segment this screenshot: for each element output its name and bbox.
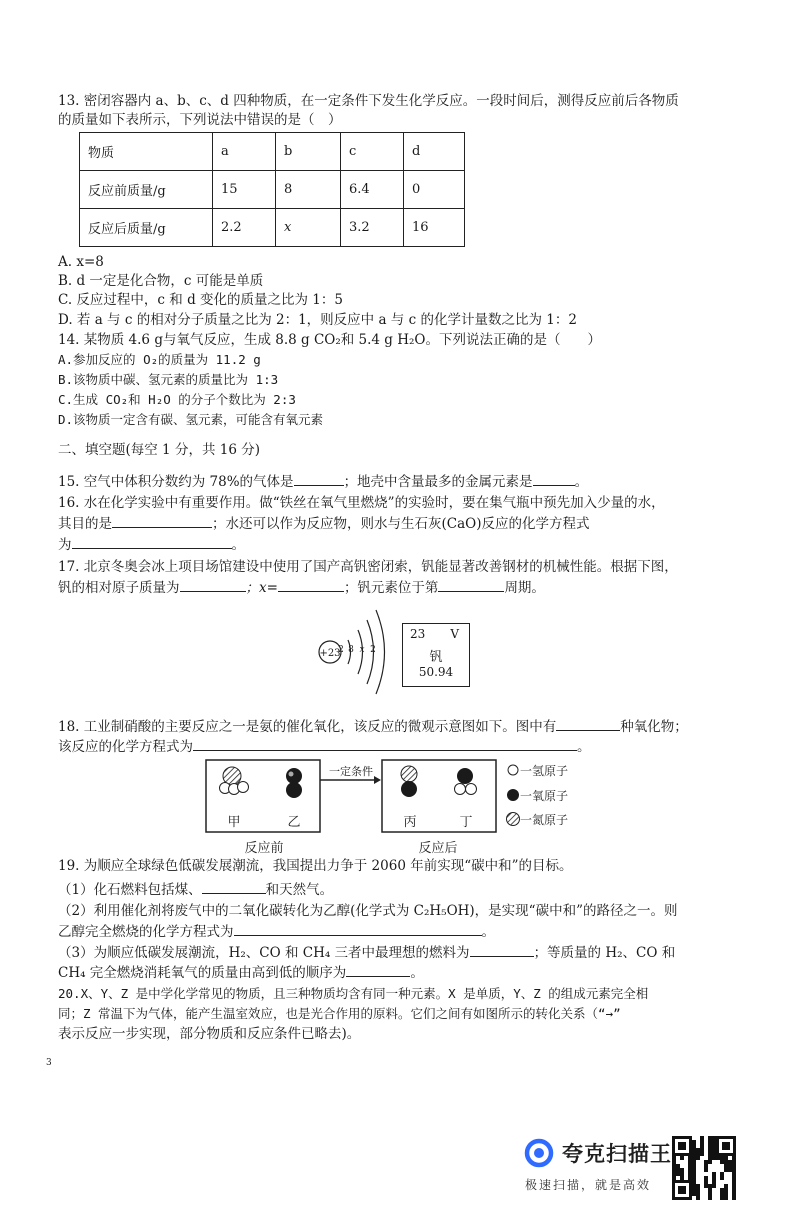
table-cell: d <box>404 133 465 171</box>
q19-text-a: （1）化石燃料包括煤、 <box>58 882 202 898</box>
table-cell: 8 <box>276 171 341 209</box>
q19-text-d: 。 <box>481 924 495 940</box>
answer-blank[interactable] <box>278 578 344 592</box>
q15-text-a: 15. 空气中体积分数约为 78%的气体是 <box>58 474 294 490</box>
answer-blank[interactable] <box>470 943 534 957</box>
atom-nucleus-label: +23 <box>319 648 341 659</box>
q19-text-g: CH₄ 完全燃烧消耗氧气的质量由高到低的顺序为 <box>58 965 347 981</box>
q20-line1: 20.X、Y、Z 是中学化学常见的物质，且三种物质均含有同一种元素。X 是单质，Y、Z 的组成元素完全相 <box>58 986 649 1001</box>
q18-line1 <box>58 717 688 736</box>
q19-text-f: ；等质量的 H₂、CO 和 <box>533 945 676 961</box>
table-cell: a <box>213 133 276 171</box>
q18-text-a: 18. 工业制硝酸的主要反应之一是氨的催化氧化，该反应的微观示意图如下。图中有 <box>58 719 557 735</box>
species-label: 乙 <box>287 815 301 830</box>
element-atomic-mass: 50.94 <box>418 665 454 679</box>
species-label: 甲 <box>227 815 241 830</box>
table-cell: 16 <box>404 209 465 247</box>
reaction-condition: 一定条件 <box>329 765 373 778</box>
table-cell: 反应后质量/g <box>80 209 213 247</box>
q13-option-a: A. x=8 <box>58 254 104 270</box>
q15-text-b: ；地壳中含量最多的金属元素是 <box>343 474 533 490</box>
q14-option-b: B.该物质中碳、氢元素的质量比为 1:3 <box>58 372 279 387</box>
q19-line6 <box>58 963 424 982</box>
q19-line2 <box>58 880 333 899</box>
quark-scanner-logo-icon <box>524 1138 554 1168</box>
answer-blank[interactable] <box>72 535 232 549</box>
reaction-microscopic-diagram <box>200 756 590 856</box>
legend-label: 一氧原子 <box>520 789 569 803</box>
table-cell: x <box>276 209 341 247</box>
shell-electron-count: x <box>359 645 365 655</box>
q17-line2 <box>58 578 545 597</box>
table-cell: c <box>341 133 404 171</box>
answer-blank[interactable] <box>202 880 266 894</box>
table-cell: 6.4 <box>341 171 404 209</box>
nitrogen-atom-icon <box>507 813 520 826</box>
q14-option-a: A.参加反应的 O₂的质量为 11.2 g <box>58 352 261 367</box>
answer-blank[interactable] <box>234 922 482 936</box>
answer-blank[interactable] <box>533 472 575 486</box>
shell-electron-count: 2 <box>338 645 344 655</box>
q20-line2: 同；Z 常温下为气体，能产生温室效应，也是光合作用的原料。它们之间有如图所示的转化关系（“→” <box>58 1006 621 1021</box>
legend-label: 一氢原子 <box>520 764 569 778</box>
page-number: 3 <box>46 1058 52 1068</box>
answer-blank[interactable] <box>438 578 504 592</box>
answer-blank[interactable] <box>346 963 410 977</box>
q17-text-d: 周期。 <box>504 580 545 596</box>
q18-line2 <box>58 737 591 756</box>
qr-code-icon[interactable] <box>672 1136 736 1200</box>
q16-text-c: 为 <box>58 537 72 553</box>
q18-text-d: 。 <box>577 739 591 755</box>
q13-option-d: D. 若 a 与 c 的相对分子质量之比为 2：1，则反应中 a 与 c 的化学计量数之比为 1：2 <box>58 312 577 328</box>
answer-blank[interactable] <box>112 514 212 528</box>
q15-line <box>58 472 588 491</box>
q19-text-h: 。 <box>410 965 424 981</box>
answer-blank[interactable] <box>294 472 344 486</box>
q16-text-b: ；水还可以作为反应物，则水与生石灰(CaO)反应的化学方程式 <box>212 516 590 532</box>
table-cell: 15 <box>213 171 276 209</box>
shell-electron-count: 2 <box>370 645 376 655</box>
q14-option-d: D.该物质一定含有碳、氢元素，可能含有氧元素 <box>58 412 324 427</box>
table-cell: 反应前质量/g <box>80 171 213 209</box>
q19-line4 <box>58 922 495 941</box>
q16-line1: 16. 水在化学实验中有重要作用。做“铁丝在氧气里燃烧”的实验时，要在集气瓶中预先加入少量的水， <box>58 495 665 511</box>
species-label: 丁 <box>459 815 473 830</box>
table-cell: b <box>276 133 341 171</box>
table-row <box>80 209 465 247</box>
table-row <box>80 171 465 209</box>
q13-stem-line1: 13. 密闭容器内 a、b、c、d 四种物质，在一定条件下发生化学反应。一段时间后，测得反应前后各物质 <box>58 93 679 109</box>
q19-text-e: （3）为顺应低碳发展潮流，H₂、CO 和 CH₄ 三者中最理想的燃料为 <box>58 945 470 961</box>
element-name: 钒 <box>429 650 443 665</box>
q19-line1: 19. 为顺应全球绿色低碳发展潮流，我国提出力争于 2060 年前实现“碳中和”的目标。 <box>58 858 573 874</box>
q20-line3: 表示反应一步实现，部分物质和反应条件已略去)。 <box>58 1026 361 1042</box>
atom-structure-diagram <box>312 606 398 702</box>
table-row <box>80 133 465 171</box>
q19-text-c: 乙醇完全燃烧的化学方程式为 <box>58 924 234 940</box>
element-symbol: V <box>450 627 459 641</box>
before-caption: 反应前 <box>244 841 284 856</box>
table-cell: 3.2 <box>341 209 404 247</box>
element-card-vanadium <box>402 623 470 687</box>
q16-text-d: 。 <box>231 537 245 553</box>
table-cell: 物质 <box>80 133 213 171</box>
q13-option-b: B. d 一定是化合物，c 可能是单质 <box>58 273 264 289</box>
species-label: 丙 <box>403 815 417 830</box>
legend-label: 一氮原子 <box>520 813 569 827</box>
table-cell: 0 <box>404 171 465 209</box>
watermark-brand-name: 夸克扫描王 <box>562 1142 672 1166</box>
watermark-slogan: 极速扫描，就是高效 <box>525 1178 652 1192</box>
section-heading: 二、填空题(每空 1 分，共 16 分) <box>58 442 260 458</box>
q14-option-c: C.生成 CO₂和 H₂O 的分子个数比为 2:3 <box>58 392 296 407</box>
q13-stem-line2: 的质量如下表所示，下列说法中错误的是（ ） <box>58 112 342 128</box>
hydrogen-atom-icon <box>508 765 518 775</box>
q17-line1: 17. 北京冬奥会冰上项目场馆建设中使用了国产高钒密闭索，钒能显著改善钢材的机械性能。根据下图， <box>58 559 678 575</box>
q17-text-a: 钒的相对原子质量为 <box>58 580 180 596</box>
q19-text-b: 和天然气。 <box>265 882 334 898</box>
q18-text-b: 种氧化物； <box>620 719 688 735</box>
after-caption: 反应后 <box>418 841 458 856</box>
q16-line3 <box>58 535 245 554</box>
table-cell: 2.2 <box>213 209 276 247</box>
q17-text-c: ；钒元素位于第 <box>343 580 439 596</box>
arrow-icon <box>374 776 381 784</box>
q19-line5 <box>58 943 675 962</box>
q13-mass-table <box>79 132 465 247</box>
q16-line2 <box>58 514 589 533</box>
q16-text-a: 其目的是 <box>58 516 112 532</box>
oxygen-atom-icon <box>507 789 519 801</box>
answer-blank[interactable] <box>556 717 620 731</box>
answer-blank[interactable] <box>180 578 246 592</box>
q19-line3: （2）利用催化剂将废气中的二氧化碳转化为乙醇(化学式为 C₂H₅OH)，是实现“碳中和”的路径之一。则 <box>58 903 678 919</box>
q13-option-c: C. 反应过程中，c 和 d 变化的质量之比为 1：5 <box>58 292 343 308</box>
q18-text-c: 该反应的化学方程式为 <box>58 739 193 755</box>
atom-legend <box>507 764 569 827</box>
q14-stem: 14. 某物质 4.6 g与氧气反应，生成 8.8 g CO₂和 5.4 g H₂O。下列说法正确的是（ ） <box>58 332 601 348</box>
element-atomic-number: 23 <box>410 627 426 641</box>
answer-blank[interactable] <box>193 737 577 751</box>
q17-text-b: ；x= <box>245 580 278 596</box>
q15-text-c: 。 <box>574 474 589 490</box>
shell-electron-count: 8 <box>348 645 354 655</box>
